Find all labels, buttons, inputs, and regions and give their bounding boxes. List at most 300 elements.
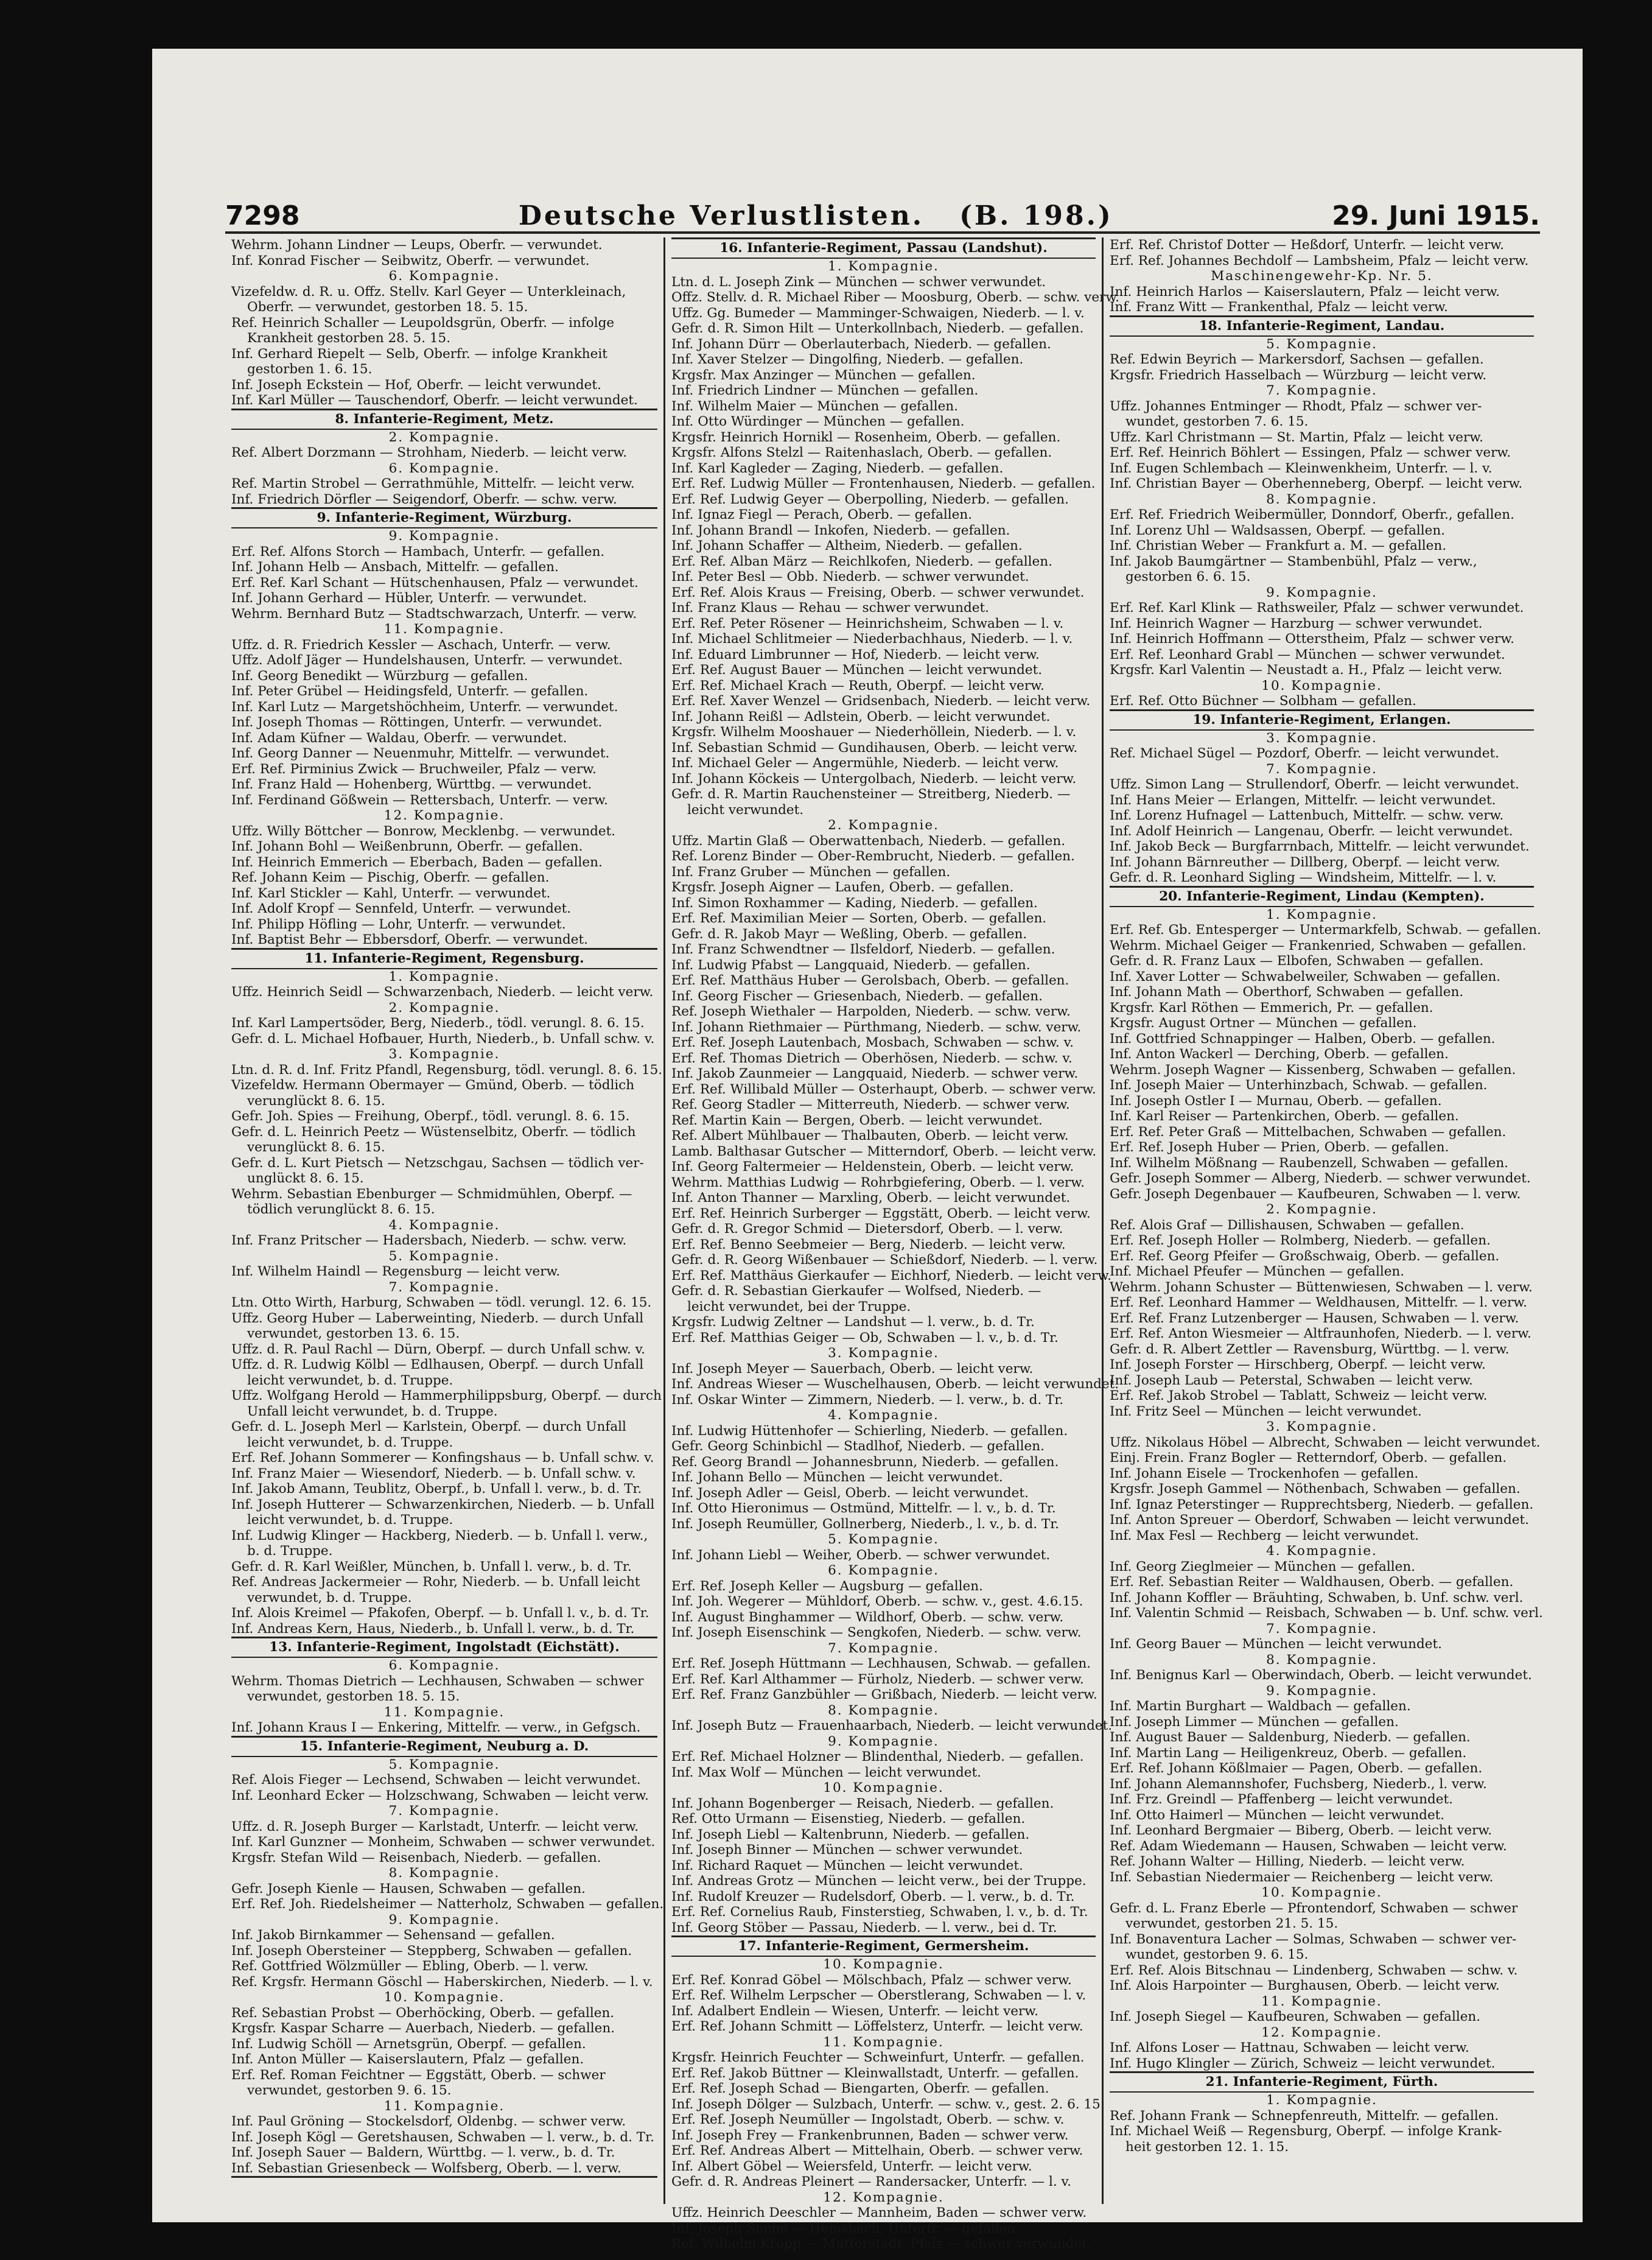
casualty-entry: Inf. Baptist Behr — Ebbersdorf, Oberfr. — verwundet.	[231, 932, 588, 947]
casualty-entry: Inf. Leonhard Bergmaier — Biberg, Oberb. — leicht verw.	[1110, 1823, 1493, 1838]
casualty-entry: Inf. Adolf Kropf — Sennfeld, Unterfr. — verwundet.	[231, 901, 572, 916]
casualty-entry: Ref. Joseph Wiethaler — Harpolden, Niederb. — schw. verw.	[671, 1004, 1071, 1019]
casualty-entry: Inf. August Bauer — Saldenburg, Niederb. — gefallen.	[1110, 1730, 1471, 1745]
casualty-entry: Gefr. d. R. Andreas Pleinert — Randersacker, Unterfr. — l. v.	[671, 2174, 1071, 2189]
document-page	[152, 49, 1583, 2251]
casualty-entry: Inf. Johann Alemannshofer, Fuchsberg, Niederb., l. verw.	[1110, 1776, 1487, 1792]
casualty-entry: Inf. Ignaz Fiegl — Perach, Oberb. — gefallen.	[671, 507, 973, 522]
casualty-entry: Erf. Ref. Joseph Hüttmann — Lechhausen, Schwab. — gefallen.	[671, 1656, 1091, 1671]
casualty-entry: Inf. Joseph Sauer — Baldern, Württbg. — l. verw., b. d. Tr.	[231, 2145, 615, 2160]
casualty-entry: Inf. Karl Lutz — Margetshöchheim, Unterfr. — verwundet.	[231, 699, 618, 715]
casualty-entry: Inf. Joseph Eisenschink — Sengkofen, Niederb. — schw. verw.	[671, 1625, 1082, 1640]
casualty-entry: Inf. Johann Brandl — Inkofen, Niederb. — gefallen.	[671, 522, 1010, 538]
casualty-entry: Uffz. Gg. Bumeder — Mamminger-Schwaigen, Niederb. — l. v.	[671, 305, 1085, 321]
company-heading: 6. Kompagnie.	[828, 1563, 939, 1578]
casualty-entry: Inf. Joh. Wegerer — Mühldorf, Oberb. — schw. v., gest. 4.6.15.	[671, 1594, 1083, 1609]
casualty-entry: Inf. Eugen Schlembach — Kleinwenkheim, Unterfr. — l. v.	[1110, 460, 1493, 476]
casualty-entry: Lamb. Balthasar Gutscher — Mitterndorf, Oberb. — leicht verw.	[671, 1143, 1097, 1159]
casualty-entry: Uffz. d. R. Joseph Burger — Karlstadt, Unterfr. — leicht verw.	[231, 1819, 639, 1834]
casualty-entry: Inf. Valentin Schmid — Reisbach, Schwaben — b. Unf. schw. verl.	[1110, 1606, 1543, 1621]
company-heading: 10. Kompagnie.	[1261, 1885, 1382, 1900]
company-heading: 7. Kompagnie.	[388, 1803, 500, 1819]
casualty-entry: Inf. Benignus Karl — Oberwindach, Oberb. — leicht verwundet.	[1110, 1668, 1532, 1683]
issue-number: (B. 198.)	[959, 200, 1113, 231]
company-heading: 3. Kompagnie.	[388, 1047, 500, 1062]
casualty-entry: Ref. Albert Dorzmann — Strohham, Niederb. — leicht verw.	[231, 445, 628, 460]
casualty-entry: Inf. Ludwig Pfabst — Langquaid, Niederb. — gefallen.	[671, 957, 1031, 973]
casualty-entry: Erf. Ref. Willibald Müller — Osterhaupt, Oberb. — schwer verw.	[671, 1081, 1096, 1097]
casualty-entry: Ref. Johann Walter — Hilling, Niederb. — leicht verw.	[1110, 1854, 1465, 1869]
casualty-entry-continuation: verwundet, gestorben 21. 5. 15.	[1125, 1916, 1339, 1931]
casualty-entry: Inf. Joseph Siegel — Kaufbeuren, Schwaben — gefallen.	[1110, 2009, 1481, 2024]
casualty-entry: Inf. Georg Faltermeier — Heldenstein, Oberb. — leicht verw.	[671, 1159, 1074, 1174]
casualty-entry: Ref. Sebastian Probst — Oberhöcking, Oberb. — gefallen.	[231, 2005, 615, 2021]
company-heading: 6. Kompagnie.	[388, 1658, 500, 1673]
casualty-entry: Uffz. Johannes Entminger — Rhodt, Pfalz — schwer ver-	[1110, 398, 1482, 414]
columns	[225, 237, 1543, 2251]
casualty-entry: Wehrm. Johann Schuster — Büttenwiesen, Schwaben — l. verw.	[1110, 1279, 1533, 1295]
casualty-entry: Erf. Ref. Joseph Holler — Rolmberg, Niederb. — gefallen.	[1110, 1233, 1491, 1248]
casualty-entry: Inf. Richard Raquet — München — leicht verwundet.	[671, 1858, 1023, 1873]
regiment-heading: 11. Infanterie-Regiment, Regensburg.	[231, 948, 657, 969]
regiment-heading: 20. Infanterie-Regiment, Lindau (Kempten).	[1110, 886, 1534, 907]
casualty-entry: Uffz. Simon Lang — Strullendorf, Oberfr. — leicht verwundet.	[1110, 777, 1519, 792]
casualty-entry: Inf. Joseph Maier — Unterhinzbach, Schwab. — gefallen.	[1110, 1078, 1488, 1093]
casualty-entry: Inf. Xaver Stelzer — Dingolfing, Niederb. — gefallen.	[671, 352, 1024, 367]
casualty-entry-continuation: verwundet, gestorben 9. 6. 15.	[247, 2083, 452, 2098]
casualty-entry-continuation: gestorben 6. 6. 15.	[1125, 569, 1251, 584]
casualty-entry: Gefr. d. R. Karl Weißler, München, b. Unfall l. verw., b. d. Tr.	[231, 1559, 632, 1574]
casualty-entry: Wehrm. Sebastian Ebenburger — Schmidmühlen, Oberpf. —	[231, 1186, 632, 1202]
casualty-entry: Inf. Karl Kagleder — Zaging, Niederb. — gefallen.	[671, 460, 1004, 476]
casualty-entry: Erf. Ref. Matthäus Huber — Gerolsbach, Oberb. — gefallen.	[671, 973, 1069, 988]
company-heading: 7. Kompagnie.	[828, 1640, 939, 1656]
casualty-entry: Inf. Georg Fischer — Griesenbach, Niederb. — gefallen.	[671, 988, 1043, 1004]
company-heading: 4. Kompagnie.	[388, 1217, 500, 1233]
casualty-entry: Inf. Frz. Greindl — Pfaffenberg — leicht verwundet.	[1110, 1792, 1453, 1807]
casualty-entry: Ref. Lorenz Binder — Ober-Rembrucht, Niederb. — gefallen.	[671, 849, 1075, 864]
casualty-entry: Erf. Ref. Joseph Neumüller — Ingolstadt, Oberb. — schw. v.	[671, 2112, 1065, 2127]
casualty-entry: Uffz. Heinrich Seidl — Schwarzenbach, Niederb. — leicht verw.	[231, 984, 654, 1000]
casualty-entry: Erf. Ref. Otto Büchner — Solbham — gefallen.	[1110, 693, 1416, 709]
company-heading: 12. Kompagnie.	[383, 808, 505, 823]
company-heading: 2. Kompagnie.	[388, 429, 500, 445]
casualty-entry: Inf. Adalbert Endlein — Wiesen, Unterfr. — leicht verw.	[671, 2003, 1038, 2019]
company-heading: 1. Kompagnie.	[1266, 2093, 1377, 2108]
casualty-entry: Ltn. d. R. d. Inf. Fritz Pfandl, Regensburg, tödl. verungl. 8. 6. 15.	[231, 1062, 663, 1078]
casualty-entry: Inf. Ludwig Hüttenhofer — Schierling, Niederb. — gefallen.	[671, 1423, 1068, 1439]
casualty-entry: Inf. Heinrich Hoffmann — Otterstheim, Pfalz — schwer verw.	[1110, 631, 1514, 647]
casualty-entry: Uffz. Adolf Jäger — Hundelshausen, Unterfr. — verwundet.	[231, 653, 623, 668]
casualty-entry: Uffz. Nikolaus Höbel — Albrecht, Schwaben — leicht verwundet.	[1110, 1434, 1541, 1450]
casualty-entry: Ref. Adam Wiedemann — Hausen, Schwaben — leicht verw.	[1110, 1838, 1507, 1854]
company-heading: 3. Kompagnie.	[828, 1346, 939, 1361]
casualty-entry: Ref. Edwin Beyrich — Markersdorf, Sachsen — gefallen.	[1110, 352, 1484, 367]
casualty-entry: Wehrm. Matthias Ludwig — Rohrbgiefering, Oberb. — l. verw.	[671, 1174, 1085, 1190]
casualty-entry: Inf. Joseph Ostler I — Murnau, Oberb. — gefallen.	[1110, 1093, 1442, 1109]
casualty-entry: Inf. Andreas Wieser — Wuschelhausen, Oberb. — leicht verwundet.	[671, 1377, 1119, 1392]
company-heading: Maschinengewehr-Kp. Nr. 5.	[1211, 268, 1433, 284]
regiment-heading: 21. Infanterie-Regiment, Fürth.	[1110, 2071, 1534, 2093]
casualty-entry: Inf. Albert Göbel — Weiersfeld, Unterfr. — leicht verw.	[671, 2158, 1032, 2174]
casualty-entry: Krgsfr. Stefan Wild — Reisenbach, Niederb. — gefallen.	[231, 1850, 601, 1865]
company-heading: 3. Kompagnie.	[1266, 1419, 1377, 1434]
casualty-entry: Wehrm. Michael Geiger — Frankenried, Schwaben — gefallen.	[1110, 938, 1527, 953]
casualty-entry: Uffz. Willy Böttcher — Bonrow, Mecklenbg. — verwundet.	[231, 823, 616, 839]
casualty-entry: Ref. Johann Frank — Schnepfenreuth, Mittelfr. — gefallen.	[1110, 2108, 1499, 2124]
casualty-entry: Erf. Ref. Georg Pfeifer — Großschwaig, Oberb. — gefallen.	[1110, 1248, 1500, 1264]
casualty-entry: Gefr. d. R. Gregor Schmid — Dietersdorf, Oberb. — l. verw.	[671, 1221, 1063, 1237]
casualty-entry: Einj. Frein. Franz Bogler — Retterndorf, Oberb. — gefallen.	[1110, 1450, 1507, 1465]
casualty-entry: Inf. Leonhard Ecker — Holzschwang, Schwaben — leicht verw.	[231, 1788, 649, 1803]
company-heading: 2. Kompagnie.	[828, 818, 939, 833]
casualty-entry: Inf. Andreas Kern, Haus, Niederb., b. Unfall l. verw., b. d. Tr.	[231, 1621, 635, 1637]
casualty-entry: Inf. Alois Harpointer — Burghausen, Oberb. — leicht verw.	[1110, 1978, 1500, 1993]
company-heading: 6. Kompagnie.	[388, 268, 500, 284]
casualty-entry: Erf. Ref. Johannes Bechdolf — Lambsheim, Pfalz — leicht verw.	[1110, 253, 1529, 268]
casualty-entry-continuation: leicht verwundet, bei der Truppe.	[687, 1299, 911, 1314]
casualty-entry: Erf. Ref. Leonhard Hammer — Weldhausen, Mittelfr. — l. verw.	[1110, 1295, 1527, 1310]
casualty-entry: Inf. Friedrich Lindner — München — gefallen.	[671, 383, 979, 398]
company-heading: 9. Kompagnie.	[388, 1912, 500, 1928]
casualty-entry: Inf. Andreas Grotz — München — leicht verw., bei der Truppe.	[671, 1873, 1087, 1889]
casualty-entry: Uffz. d. R. Ludwig Kölbl — Edlhausen, Oberpf. — durch Unfall	[231, 1357, 644, 1372]
casualty-entry: Uffz. d. R. Friedrich Kessler — Aschach, Unterfr. — verw.	[231, 637, 611, 653]
page-number: 7298	[225, 200, 300, 231]
casualty-entry: Inf. Peter Grübel — Heidingsfeld, Unterfr. — gefallen.	[231, 684, 589, 699]
company-heading: 7. Kompagnie.	[388, 1279, 500, 1295]
casualty-entry: Inf. Johann Kraus I — Enkering, Mittelfr. — verw., in Gefgsch.	[231, 1720, 641, 1735]
casualty-entry: Gefr. Joseph Sommer — Alberg, Niederb. — schwer verwundet.	[1110, 1171, 1531, 1186]
casualty-entry: Inf. Eduard Limbrunner — Hof, Niederb. — leicht verw.	[671, 647, 1040, 662]
casualty-entry: Inf. Jakob Amann, Teublitz, Oberpf., b. Unfall l. verw., b. d. Tr.	[231, 1481, 642, 1497]
company-heading: 2. Kompagnie.	[388, 1000, 500, 1016]
company-heading: 9. Kompagnie.	[1266, 1683, 1377, 1699]
casualty-entry: Ltn. Otto Wirth, Harburg, Schwaben — tödl. verungl. 12. 6. 15.	[231, 1295, 652, 1310]
casualty-entry: Inf. Jakob Baumgärtner — Stambenbühl, Pfalz — verw.,	[1110, 553, 1477, 569]
casualty-entry: Inf. Otto Haimerl — München — leicht verwundet.	[1110, 1807, 1445, 1823]
casualty-entry: Gefr. Georg Schinbichl — Stadlhof, Niederb. — gefallen.	[671, 1439, 1045, 1454]
casualty-entry: Inf. Joseph Eckstein — Hof, Oberfr. — leicht verwundet.	[231, 377, 601, 393]
casualty-entry: Erf. Ref. Leonhard Grabl — München — schwer verwundet.	[1110, 647, 1505, 662]
casualty-entry: Erf. Ref. Ludwig Müller — Frontenhausen, Niederb. — gefallen.	[671, 476, 1096, 491]
casualty-entry: Ref. Martin Kain — Bergen, Oberb. — leicht verwundet.	[671, 1112, 1043, 1128]
casualty-entry: Inf. August Binghammer — Wildhorf, Oberb. — schw. verw.	[671, 1609, 1064, 1625]
casualty-entry: Inf. Johann Schaffer — Altheim, Niederb. — gefallen.	[671, 538, 1023, 553]
casualty-entry: Inf. Philipp Höfling — Lohr, Unterfr. — verwundet.	[231, 916, 566, 932]
company-heading: 12. Kompagnie.	[823, 2189, 944, 2205]
company-heading: 4. Kompagnie.	[828, 1408, 939, 1423]
casualty-entry: Uffz. Heinrich Deeschler — Mannheim, Baden — schwer verw.	[671, 2205, 1087, 2220]
casualty-entry: Gefr. d. L. Kurt Pietsch — Netzschgau, Sachsen — tödlich ver-	[231, 1155, 644, 1171]
casualty-entry: Erf. Ref. Konrad Göbel — Mölschbach, Pfalz — schwer verw.	[671, 1972, 1072, 1988]
column-left	[225, 237, 663, 2204]
casualty-entry: Inf. Johann Köckeis — Untergolbach, Niederb. — leicht verw.	[671, 771, 1077, 787]
casualty-entry: Ref. Krgsfr. Hermann Göschl — Haberskirchen, Niederb. — l. v.	[231, 1974, 653, 1990]
casualty-entry: Erf. Ref. Peter Rösener — Heinrichsheim, Schwaben — l. v.	[671, 616, 1064, 631]
casualty-entry: Inf. Joseph Frey — Frankenbrunnen, Baden — schwer verw.	[671, 2127, 1069, 2143]
casualty-entry: Erf. Ref. Alfons Storch — Hambach, Unterfr. — gefallen.	[231, 544, 605, 560]
casualty-entry: Inf. Johann Bohl — Weißenbrunn, Oberfr. — gefallen.	[231, 839, 583, 854]
casualty-entry: Erf. Ref. Jakob Strobel — Tablatt, Schweiz — leicht verw.	[1110, 1388, 1488, 1403]
casualty-entry: Ref. Otto Urmann — Eisenstieg, Niederb. — gefallen.	[671, 1811, 1026, 1827]
casualty-entry: Inf. Sebastian Schmid — Gundihausen, Oberb. — leicht verw.	[671, 740, 1078, 756]
casualty-entry: Erf. Ref. Friedrich Weibermüller, Donndorf, Oberfr., gefallen.	[1110, 507, 1514, 522]
casualty-entry: Erf. Ref. Christof Dotter — Heßdorf, Unterfr. — leicht verw.	[1110, 237, 1504, 253]
company-heading: 7. Kompagnie.	[1266, 1621, 1377, 1637]
casualty-entry: Inf. Joseph Adler — Geisl, Oberb. — leicht verwundet.	[671, 1485, 1029, 1501]
casualty-entry: Inf. Martin Lang — Heiligenkreuz, Oberb. — gefallen.	[1110, 1745, 1467, 1761]
casualty-entry: Inf. Otto Würdinger — München — gefallen.	[671, 414, 965, 429]
casualty-entry: Erf. Ref. Michael Holzner — Blindenthal, Niederb. — gefallen.	[671, 1749, 1084, 1764]
casualty-entry: Inf. Adolf Heinrich — Langenau, Oberfr. — leicht verwundet.	[1110, 823, 1513, 839]
casualty-entry: Inf. Anton Spreuer — Oberdorf, Schwaben — leicht verwundet.	[1110, 1512, 1529, 1528]
casualty-entry-continuation: verwundet, gestorben 18. 5. 15.	[247, 1689, 460, 1704]
casualty-entry: Ref. Johann Keim — Pischig, Oberfr. — gefallen.	[231, 870, 550, 885]
casualty-entry: Inf. Alfons Loser — Hattnau, Schwaben — leicht verw.	[1110, 2040, 1469, 2055]
casualty-entry-continuation: leicht verwundet.	[687, 802, 804, 818]
casualty-entry-continuation: heit gestorben 12. 1. 15.	[1125, 2139, 1289, 2155]
casualty-entry: Inf. Johann Reißl — Adlstein, Oberb. — leicht verwundet.	[671, 709, 1051, 725]
company-heading: 10. Kompagnie.	[1261, 678, 1382, 693]
casualty-entry: Inf. Franz Witt — Frankenthal, Pfalz — leicht verw.	[1110, 300, 1448, 315]
casualty-entry: Erf. Ref. Alois Kraus — Freising, Oberb. — schwer verwundet.	[671, 584, 1085, 600]
casualty-entry: Erf. Ref. Wilhelm Lerpscher — Oberstlerang, Schwaben — l. v.	[671, 1988, 1087, 2003]
company-heading: 2. Kompagnie.	[1266, 1202, 1377, 1217]
casualty-entry: Inf. Joseph Limmer — München — gefallen.	[1110, 1714, 1399, 1730]
casualty-entry: Krgsfr. Heinrich Hornikl — Rosenheim, Oberb. — gefallen.	[671, 429, 1061, 445]
casualty-entry: Inf. Johann Riethmaier — Pürthmang, Niederb. — schw. verw.	[671, 1019, 1082, 1035]
company-heading: 6. Kompagnie.	[388, 460, 500, 476]
casualty-entry: Ref. Heinrich Schaller — Leupoldsgrün, Oberfr. — infolge	[231, 315, 615, 331]
casualty-entry: Ref. Andreas Jackermeier — Rohr, Niederb. — b. Unfall leicht	[231, 1574, 640, 1590]
casualty-entry-continuation: verunglückt 8. 6. 15.	[247, 1140, 385, 1155]
company-heading: 5. Kompagnie.	[388, 1248, 500, 1264]
casualty-entry: Erf. Ref. Heinrich Böhlert — Essingen, Pfalz — schwer verw.	[1110, 445, 1511, 460]
casualty-entry: Erf. Ref. Cornelius Raub, Finsterstieg, Schwaben, l. v., b. d. Tr.	[671, 1904, 1088, 1920]
casualty-entry: Inf. Jakob Zaunmeier — Langquaid, Niederb. — schwer verw.	[671, 1066, 1079, 1081]
casualty-entry-continuation: unglückt 8. 6. 15.	[247, 1171, 364, 1186]
casualty-entry: Uffz. Georg Huber — Laberweinting, Niederb. — durch Unfall	[231, 1310, 644, 1326]
casualty-entry: Erf. Ref. August Bauer — München — leicht verwundet.	[671, 662, 1043, 678]
casualty-entry: Erf. Ref. Joseph Huber — Prien, Oberb. — gefallen.	[1110, 1140, 1449, 1155]
company-heading: 7. Kompagnie.	[1266, 383, 1377, 398]
casualty-entry: Krgsfr. Joseph Gammel — Nöthenbach, Schwaben — gefallen.	[1110, 1481, 1521, 1497]
casualty-entry: Erf. Ref. Franz Ganzbühler — Grißbach, Niederb. — leicht verw.	[671, 1687, 1097, 1702]
company-heading: 9. Kompagnie.	[1266, 584, 1377, 600]
casualty-entry: Inf. Heinrich Emmerich — Eberbach, Baden — gefallen.	[231, 854, 603, 870]
casualty-entry: Inf. Lorenz Uhl — Waldsassen, Oberpf. — gefallen.	[1110, 522, 1446, 538]
casualty-entry: Inf. Ignaz Peterstinger — Rupprechtsberg, Niederb. — gefallen.	[1110, 1497, 1534, 1512]
casualty-entry: Wehrm. Johann Lindner — Leups, Oberfr. — verwundet.	[231, 237, 603, 253]
casualty-entry: Inf. Johann Bello — München — leicht verwundet.	[671, 1470, 1003, 1485]
casualty-entry: Inf. Bonaventura Lacher — Solmas, Schwaben — schwer ver-	[1110, 1931, 1517, 1947]
casualty-entry: Inf. Franz Klaus — Rehau — schwer verwundet.	[671, 600, 989, 616]
company-heading: 11. Kompagnie.	[823, 2034, 944, 2050]
casualty-entry: Inf. Heinrich Harlos — Kaiserslautern, Pfalz — leicht verw.	[1110, 284, 1500, 300]
casualty-entry: Gefr. d. R. Albert Zettler — Ravensburg, Württbg. — l. verw.	[1110, 1341, 1510, 1357]
casualty-entry: Inf. Jakob Birnkammer — Sehensand — gefallen.	[231, 1928, 555, 1943]
casualty-entry: Gefr. Joseph Kienle — Hausen, Schwaben — gefallen.	[231, 1881, 586, 1897]
casualty-entry: Erf. Ref. Johann Kößlmaier — Pagen, Oberb. — gefallen.	[1110, 1761, 1483, 1776]
casualty-entry-continuation: verunglückt 8. 6. 15.	[247, 1093, 385, 1109]
casualty-entry: Gefr. d. R. Jakob Mayr — Weßling, Oberb. — gefallen.	[671, 926, 1027, 942]
casualty-entry-continuation: Krankheit gestorben 28. 5. 15.	[247, 331, 451, 346]
casualty-entry: Vizefeldw. Hermann Obermayer — Gmünd, Oberb. — tödlich	[231, 1078, 635, 1093]
casualty-entry-continuation: b. d. Truppe.	[247, 1543, 333, 1559]
casualty-entry-continuation: tödlich verunglückt 8. 6. 15.	[247, 1202, 435, 1217]
casualty-entry: Inf. Johann Gerhard — Hübler, Unterfr. — verwundet.	[231, 591, 587, 606]
casualty-entry: Erf. Ref. Maximilian Meier — Sorten, Oberb. — gefallen.	[671, 911, 1047, 926]
casualty-entry: Krgsfr. Joseph Aigner — Laufen, Oberb. — gefallen.	[671, 880, 1014, 895]
company-heading: 9. Kompagnie.	[388, 528, 500, 544]
casualty-entry: Erf. Ref. Xaver Wenzel — Gridsenbach, Niederb. — leicht verw.	[671, 693, 1091, 709]
column-right	[1102, 237, 1543, 2204]
casualty-entry: Erf. Ref. Sebastian Reiter — Waldhausen, Oberb. — gefallen.	[1110, 1574, 1514, 1590]
casualty-entry: Gefr. d. L. Michael Hofbauer, Hurth, Niederb., b. Unfall schw. v.	[231, 1031, 655, 1047]
casualty-entry: Inf. Anton Wackerl — Derching, Oberb. — gefallen.	[1110, 1047, 1449, 1062]
casualty-entry: Ltn. d. L. Joseph Zink — München — schwer verwundet.	[671, 274, 1046, 290]
casualty-entry: Inf. Franz Gruber — München — gefallen.	[671, 864, 951, 880]
casualty-entry: Erf. Ref. Andreas Albert — Mittelhain, Oberb. — schwer verw.	[671, 2143, 1083, 2158]
casualty-entry: Gefr. d. L. Joseph Merl — Karlstein, Oberpf. — durch Unfall	[231, 1419, 626, 1434]
casualty-entry: Inf. Max Fesl — Rechberg — leicht verwundet.	[1110, 1528, 1419, 1543]
casualty-entry: Erf. Ref. Franz Lutzenberger — Hausen, Schwaben — l. verw.	[1110, 1310, 1519, 1326]
casualty-entry: Inf. Xaver Lotter — Schwabelweiler, Schwaben — gefallen.	[1110, 969, 1501, 984]
casualty-entry: Ref. Michael Sügel — Pozdorf, Oberfr. — leicht verwundet.	[1110, 746, 1499, 761]
casualty-entry: Inf. Christian Bayer — Oberhenneberg, Oberpf. — leicht verw.	[1110, 476, 1523, 491]
casualty-entry: Inf. Joseph Thomas — Röttingen, Unterfr. — verwundet.	[231, 715, 603, 730]
casualty-entry: Gefr. d. R. Sebastian Gierkaufer — Wolfsed, Niederb. —	[671, 1283, 1041, 1299]
casualty-entry: Inf. Peter Besl — Obb. Niederb. — schwer verwundet.	[671, 569, 1029, 584]
casualty-entry: Inf. Wilhelm Maier — München — gefallen.	[671, 398, 958, 414]
casualty-entry-continuation: verwundet, b. d. Truppe.	[247, 1590, 412, 1606]
company-heading: 9. Kompagnie.	[828, 1733, 939, 1749]
casualty-entry: Inf. Jakob Beck — Burgfarrnbach, Mittelfr. — leicht verwundet.	[1110, 839, 1530, 854]
casualty-entry: Uffz. Martin Glaß — Oberwattenbach, Niederb. — gefallen.	[671, 833, 1066, 849]
casualty-entry: Krgsfr. Max Anzinger — München — gefallen.	[671, 367, 976, 383]
casualty-entry: Erf. Ref. Heinrich Surberger — Eggstätt, Oberb. — leicht verw.	[671, 1205, 1091, 1221]
casualty-entry: Erf. Ref. Joh. Riedelsheimer — Natterholz, Schwaben — gefallen.	[231, 1897, 664, 1912]
casualty-entry-continuation: Oberfr. — verwundet, gestorben 18. 5. 15.	[247, 300, 528, 315]
casualty-entry: Gefr. d. R. Leonhard Sigling — Windsheim, Mittelfr. — l. v.	[1110, 870, 1497, 885]
regiment-heading: 13. Infanterie-Regiment, Ingolstadt (Eichstätt).	[231, 1637, 657, 1658]
casualty-entry: Inf. Joseph Reumüller, Gollnerberg, Niederb., l. v., b. d. Tr.	[671, 1516, 1059, 1532]
publication-date: 29. Juni 1915.	[1332, 200, 1540, 231]
casualty-entry: Inf. Karl Gunzner — Monheim, Schwaben — schwer verwundet.	[231, 1834, 656, 1850]
company-heading: 5. Kompagnie.	[828, 1532, 939, 1547]
casualty-entry: Inf. Georg Stöber — Passau, Niederb. — l. verw., bei d. Tr.	[671, 1920, 1057, 1935]
company-heading: 1. Kompagnie.	[1266, 907, 1377, 922]
casualty-entry: Inf. Franz Schwendtner — Ilsfeldorf, Niederb. — gefallen.	[671, 942, 1055, 957]
company-heading: 8. Kompagnie.	[1266, 491, 1377, 507]
casualty-entry: Inf. Friedrich Dörfler — Seigendorf, Oberfr. — schw. verw.	[231, 491, 617, 507]
casualty-entry: Erf. Ref. Joseph Lautenbach, Mosbach, Schwaben — schw. v.	[671, 1035, 1074, 1050]
casualty-entry: Ref. Georg Brandl — Johannesbrunn, Niederb. — gefallen.	[671, 1454, 1059, 1470]
casualty-entry: Wehrm. Bernhard Butz — Stadtschwarzach, Unterfr. — verw.	[231, 606, 637, 622]
casualty-entry: Erf. Ref. Karl Schant — Hütschenhausen, Pfalz — verwundet.	[231, 575, 639, 591]
casualty-entry: Erf. Ref. Benno Seebmeier — Berg, Niederb. — leicht verw.	[671, 1237, 1066, 1252]
casualty-entry: Inf. Karl Reiser — Partenkirchen, Oberb. — gefallen.	[1110, 1109, 1459, 1124]
casualty-entry: Inf. Karl Stickler — Kahl, Unterfr. — verwundet.	[231, 885, 551, 901]
column-rule	[231, 2176, 657, 2178]
casualty-entry: Inf. Johann Koffler — Bräuhting, Schwaben, b. Unf. schw. verl.	[1110, 1590, 1524, 1606]
casualty-entry: Inf. Joseph Obersteiner — Steppberg, Schwaben — gefallen.	[231, 1943, 632, 1959]
casualty-entry: Inf. Wilhelm Mößnang — Raubenzell, Schwaben — gefallen.	[1110, 1155, 1509, 1171]
casualty-entry: Erf. Ref. Anton Wiesmeier — Altfraunhofen, Niederb. — l. verw.	[1110, 1326, 1531, 1341]
casualty-entry: Inf. Gerhard Riepelt — Selb, Oberfr. — infolge Krankheit	[231, 346, 607, 362]
company-heading: 7. Kompagnie.	[1266, 761, 1377, 777]
casualty-entry-continuation: leicht verwundet, b. d. Truppe.	[247, 1372, 453, 1388]
casualty-entry: Gefr. d. L. Franz Eberle — Pfrontendorf, Schwaben — schwer	[1110, 1900, 1518, 1916]
casualty-entry: Ref. Martin Strobel — Gerrathmühle, Mittelfr. — leicht verw.	[231, 476, 635, 491]
casualty-entry: Inf. Georg Zieglmeier — München — gefallen.	[1110, 1559, 1416, 1574]
casualty-entry: Inf. Simon Roxhammer — Kading, Niederb. — gefallen.	[671, 895, 1038, 911]
casualty-entry: Inf. Wilhelm Haindl — Regensburg — leicht verw.	[231, 1264, 561, 1279]
casualty-entry: Inf. Sebastian Griesenbeck — Wolfsberg, Oberb. — l. verw.	[231, 2160, 621, 2176]
casualty-entry: Gefr. d. L. Heinrich Peetz — Wüstenselbitz, Oberfr. — tödlich	[231, 1124, 636, 1140]
casualty-entry: Gefr. d. R. Georg Wißenbauer — Schießdorf, Niederb. — l. verw.	[671, 1252, 1098, 1268]
company-heading: 5. Kompagnie.	[1266, 336, 1377, 352]
regiment-heading: 8. Infanterie-Regiment, Metz.	[231, 409, 657, 430]
casualty-entry: Ref. Gottfried Wölzmüller — Ebling, Oberb. — l. verw.	[231, 1959, 589, 1974]
casualty-entry: Inf. Karl Müller — Tauschendorf, Oberfr. — leicht verwundet.	[231, 393, 638, 408]
casualty-entry: Inf. Joseph Simon — Hemsbach, Unterfr. — gefallen.	[671, 2220, 1020, 2236]
casualty-entry: Uffz. Wolfgang Herold — Hammerphilippsburg, Oberpf. — durch	[231, 1388, 662, 1403]
casualty-entry: Erf. Ref. Peter Graß — Mittelbachen, Schwaben — gefallen.	[1110, 1124, 1507, 1140]
casualty-entry: Inf. Joseph Hutterer — Schwarzenkirchen, Niederb. — b. Unfall	[231, 1497, 655, 1512]
casualty-entry: Erf. Ref. Michael Krach — Reuth, Oberpf. — leicht verw.	[671, 678, 1045, 693]
publication-title: Deutsche Verlustlisten. (B. 198.)	[518, 200, 1113, 231]
company-heading: 8. Kompagnie.	[828, 1702, 939, 1718]
casualty-entry: Inf. Hugo Klingler — Zürich, Schweiz — leicht verwundet.	[1110, 2055, 1496, 2071]
company-heading: 11. Kompagnie.	[383, 622, 505, 637]
casualty-entry: Inf. Joseph Butz — Frauenhaarbach, Niederb. — leicht verwundet.	[671, 1718, 1113, 1733]
casualty-entry: Erf. Ref. Thomas Dietrich — Oberhösen, Niederb. — schw. v.	[671, 1050, 1073, 1066]
casualty-entry: Inf. Gottfried Schnappinger — Halben, Oberb. — gefallen.	[1110, 1031, 1496, 1047]
casualty-entry: Krgsfr. Heinrich Feuchter — Schweinfurt, Unterfr. — gefallen.	[671, 2050, 1085, 2065]
casualty-entry: Krgsfr. Alfons Stelzl — Raitenhaslach, Oberb. — gefallen.	[671, 445, 1052, 460]
casualty-entry: Inf. Heinrich Wagner — Harzburg — schwer verwundet.	[1110, 616, 1483, 631]
casualty-entry: Inf. Joseph Binner — München — schwer verwundet.	[671, 1842, 1023, 1858]
casualty-entry: Offz. Stellv. d. R. Michael Riber — Moosburg, Oberb. — schw. verw.	[671, 290, 1120, 305]
casualty-entry: Uffz. Karl Christmann — St. Martin, Pfalz — leicht verw.	[1110, 429, 1483, 445]
company-heading: 4. Kompagnie.	[1266, 1543, 1377, 1559]
regiment-heading: 17. Infanterie-Regiment, Germersheim.	[671, 1935, 1096, 1957]
casualty-entry: Inf. Johann Helb — Ansbach, Mittelfr. — gefallen.	[231, 560, 559, 575]
casualty-entry: Inf. Hans Meier — Erlangen, Mittelfr. — leicht verwundet.	[1110, 792, 1496, 808]
casualty-entry: Inf. Ludwig Klinger — Hackberg, Niederb. — b. Unfall l. verw.,	[231, 1528, 648, 1543]
company-heading: 1. Kompagnie.	[388, 969, 500, 984]
casualty-entry: Inf. Johann Bogenberger — Reisach, Niederb. — gefallen.	[671, 1795, 1054, 1811]
casualty-entry: Inf. Franz Hald — Hohenberg, Württbg. — verwundet.	[231, 777, 592, 792]
casualty-entry: Erf. Ref. Matthias Geiger — Ob, Schwaben — l. v., b. d. Tr.	[671, 1330, 1059, 1346]
casualty-entry: Erf. Ref. Johann Schmitt — Löffelsterz, Unterfr. — leicht verw.	[671, 2019, 1083, 2034]
casualty-entry: Inf. Alois Kreimel — Pfakofen, Oberpf. — b. Unfall l. v., b. d. Tr.	[231, 1606, 649, 1621]
company-heading: 8. Kompagnie.	[1266, 1652, 1377, 1668]
company-heading: 11. Kompagnie.	[383, 1704, 505, 1720]
casualty-entry: Inf. Martin Burghart — Waldbach — gefallen.	[1110, 1699, 1411, 1714]
casualty-entry: Inf. Joseph Meyer — Sauerbach, Oberb. — leicht verw.	[671, 1361, 1034, 1377]
casualty-entry: Erf. Ref. Alois Bitschnau — Lindenberg, Schwaben — schw. v.	[1110, 1962, 1518, 1978]
casualty-entry: Inf. Anton Thanner — Marxling, Oberb. — leicht verwundet.	[671, 1190, 1071, 1205]
casualty-entry: Inf. Joseph Liebl — Kaltenbrunn, Niederb. — gefallen.	[671, 1827, 1030, 1842]
casualty-entry: Erf. Ref. Roman Feichtner — Eggstätt, Oberb. — schwer	[231, 2067, 606, 2083]
casualty-entry: Ref. Alois Fieger — Lechsend, Schwaben — leicht verwundet.	[231, 1772, 641, 1788]
casualty-entry: Erf. Ref. Joseph Keller — Augsburg — gefallen.	[671, 1578, 983, 1594]
casualty-entry: Inf. Ludwig Schöll — Arnetsgrün, Oberpf. — gefallen.	[231, 2036, 586, 2052]
casualty-entry: Inf. Rudolf Kreuzer — Rudelsdorf, Oberb. — l. verw., b. d. Tr.	[671, 1889, 1075, 1904]
